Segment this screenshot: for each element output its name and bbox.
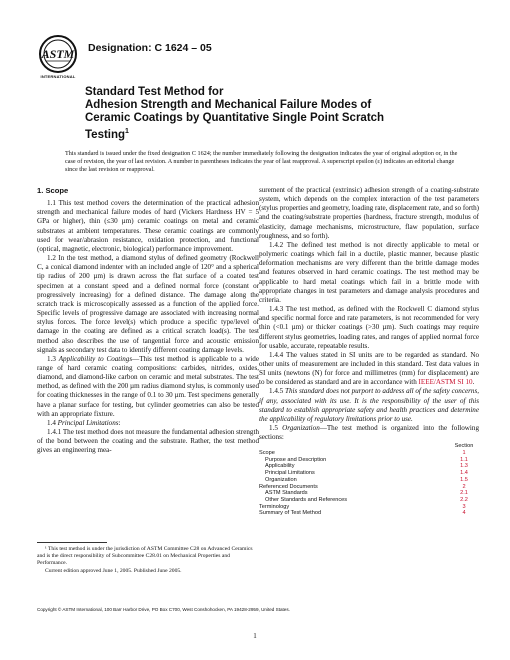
title-line-3	[85, 125, 465, 142]
toc-row[interactable]	[259, 477, 479, 484]
toc-row[interactable]	[259, 510, 479, 517]
para-1-4-5	[259, 387, 479, 424]
para-1-4-4	[259, 351, 479, 388]
para-1-3-text: —This test method is applicable to a wide range of hard ceramic coating compositions: carbides, nitrides, oxides, diamond, and diamond-like carbon on ceramic and metal substrates. The test method, as defined with the 200 µm radius diamond stylus, is commonly used for coating thicknesses in the range of 0.1 to 30 µm. Test specimens generally have a planar surface for testing, but cylinder geometries can also be tested with an appropriate fixture.	[37, 354, 259, 418]
para-1-5-label: 1.5	[269, 424, 283, 433]
toc-row-label: Referenced Documents	[259, 483, 318, 490]
toc-row-section-number[interactable]: 4	[462, 510, 466, 517]
toc-row[interactable]	[259, 497, 479, 504]
toc-row[interactable]	[259, 457, 479, 464]
para-1-3-label: 1.3	[47, 354, 59, 363]
footnote-line-2: Current edition approved June 1, 2005. Published June 2005.	[45, 567, 182, 574]
designation-label: Designation: C 1624 – 05	[88, 42, 212, 54]
toc-row-section-number[interactable]: 2	[462, 483, 466, 490]
section-table	[259, 443, 479, 517]
toc-row-label: Organization	[265, 476, 297, 483]
toc-row[interactable]	[259, 470, 479, 477]
toc-row-section-number[interactable]: 1.5	[460, 476, 468, 483]
toc-row-section-number[interactable]: 2.2	[460, 497, 468, 503]
title-line-2: Ceramic Coatings by Quantitative Single Point Scratch	[85, 112, 385, 124]
toc-row[interactable]	[259, 490, 479, 497]
para-1-4-5-label: 1.4.5	[269, 387, 286, 396]
title-line-1: Adhesion Strength and Mechanical Failure Modes of	[85, 99, 372, 111]
toc-section-label: Section	[454, 443, 474, 450]
para-1-4-italic: Principal Limitations	[57, 418, 119, 427]
toc-row-section-number[interactable]: 1	[462, 450, 466, 457]
toc-row-label: Summary of Test Method	[259, 510, 322, 517]
para-1-4-3: 1.4.3 The test method, as defined with the Rockwell C diamond stylus and specific normal force and rate parameters, is not recommended for very thin (<0.1 µm) or thicker coatings (>30 µm). Such coatings may require different stylus geometries, loading rates, and ranges of applied normal force for usable, accurate, repeatable results.	[259, 305, 479, 350]
document-header	[38, 34, 478, 79]
document-title	[85, 86, 465, 142]
copyright-line: Copyright © ASTM International, 100 Barr Harbor Drive, PO Box C700, West Conshohocken, PA 19428-2959, United States.	[37, 607, 290, 612]
toc-row-label: Applicability	[265, 463, 295, 470]
para-1-3	[37, 355, 259, 419]
toc-row-section-number[interactable]: 2.1	[460, 490, 468, 497]
toc-row-label: Terminology	[259, 503, 290, 510]
title-footnote-mark: 1	[125, 128, 129, 135]
para-1-4-4-end: .	[472, 378, 475, 387]
toc-row-label: ASTM Standards	[265, 490, 308, 497]
para-1-5	[259, 424, 479, 442]
scope-heading: 1. Scope	[37, 186, 69, 195]
logo-subtitle: INTERNATIONAL	[40, 74, 76, 79]
issued-note: This standard is issued under the fixed designation C 1624; the number immediately following the designation indicates the year of original adoption or, in the case of revision, the year of last revision. A number in parentheses indicates the year of last reapproval. A superscript epsilon (ε) indicates an editorial change since the last revision or reapproval.	[65, 150, 458, 174]
toc-row[interactable]	[259, 450, 479, 457]
para-1-2: 1.2 In the test method, a diamond stylus of defined geometry (Rockwell C, a conical diamond indenter with an included angle of 120° and a spherical tip radius of 200 µm) is drawn across the flat surface of a coated test specimen at a constant speed and a defined normal force (constant or progressively increasing) for a defined distance. The damage along the scratch track is microscopically assessed as a function of the applied force. Specific levels of progressive damage are associated with increasing normal stylus forces. The force level(s) which produce a specific type/level of damage in the coating are defined as a critical scratch load(s). The test method also describes the use of tangential force and acoustic emission signals as secondary test data to identify different coating damage levels.	[37, 254, 259, 354]
title-prefix: Standard Test Method for	[85, 86, 224, 98]
para-1-4-label: 1.4	[47, 418, 58, 427]
toc-header	[259, 443, 479, 450]
para-1-4	[37, 419, 259, 428]
left-column	[37, 186, 259, 456]
title-line-3-text: Testing	[85, 128, 126, 141]
footnote-line-1: ¹ This test method is under the jurisdiction of ASTM Committee C28 on Advanced Ceramics and is the direct responsibility of Subcommittee C28.01 on Mechanical Properties and Performance.	[37, 546, 253, 567]
ieee-astm-link[interactable]: IEEE/ASTM SI 10	[418, 378, 473, 387]
para-1-4-tail: :	[118, 418, 121, 427]
toc-row-section-number[interactable]: 1.1	[460, 456, 468, 463]
toc-row[interactable]	[259, 484, 479, 491]
toc-row-label: Principal Limitations	[265, 470, 315, 477]
para-1-4-1: 1.4.1 The test method does not measure the fundamental adhesion strength of the bond between the coating and the substrate. Rather, the test method gives an engineering mea-	[37, 428, 259, 455]
para-1-5-text: —The test method is organized into the following sections:	[259, 424, 479, 442]
footnote	[37, 546, 259, 575]
toc-row-section-number[interactable]: 3	[462, 503, 466, 510]
footnote-rule	[37, 542, 107, 543]
toc-row[interactable]	[259, 504, 479, 511]
toc-row-label: Other Standards and References	[265, 497, 348, 503]
toc-row-label: Scope	[259, 450, 275, 457]
toc-row-section-number[interactable]: 1.4	[460, 470, 468, 477]
toc-row[interactable]	[259, 463, 479, 470]
para-continued: surement of the practical (extrinsic) adhesion strength of a coating-substrate system, which depends on the complex interaction of the test parameters (stylus properties and geometry, loading rate, displacement rate, and so forth) and the coating/substrate properties (hardness, fracture strength, modulus of elasticity, damage mechanisms, microstructure, flaw population, surface roughness, and so forth).	[259, 186, 479, 240]
para-1-4-2: 1.4.2 The defined test method is not directly applicable to metal or polymeric coatings which fail in a ductile, plastic manner, because plastic deformation mechanisms are very different than the brittle damage modes and features observed in hard ceramic coatings. The test method may be applicable to hard metal coatings which fail in a brittle mode with appropriate changes in test parameters and damage analysis procedures and criteria.	[259, 240, 479, 304]
toc-row-label: Purpose and Description	[265, 456, 327, 463]
para-1-1: 1.1 This test method covers the determination of the practical adhesion strength and mechanical failure modes of hard (Vickers Hardness HV = 5 GPa or higher), thin (≤30 µm) ceramic coatings on metal and ceramic substrates at ambient temperatures. These ceramic coatings are commonly used for wear/abrasion resistance, oxidation protection, and functional (optical, magnetic, electronic, biological) performance improvement.	[37, 199, 259, 253]
right-column	[259, 186, 479, 517]
para-1-4-4-text: 1.4.4 The values stated in SI units are to be regarded as standard. No other units of measurement are included in this standard. Test data values in SI units (newtons (N) for force and millimetres (mm) for displacement) are to be considered as standard and are in accordance with	[259, 350, 479, 387]
astm-logo-icon	[38, 34, 78, 74]
para-1-4-5-italic: This standard does not purport to address all of the safety concerns, if any, associated with its use. It is the responsibility of the user of this standard to establish appropriate safety and health practices and determine the applicability of regulatory limitations prior to use.	[259, 387, 479, 423]
toc-row-section-number[interactable]: 1.3	[460, 463, 468, 470]
toc-rows	[259, 450, 479, 517]
svg-text:ASTM: ASTM	[41, 47, 75, 61]
para-1-5-italic: Organization	[282, 424, 320, 433]
para-1-3-italic: Applicability to Coatings	[58, 354, 133, 363]
page-number: 1	[253, 632, 257, 640]
